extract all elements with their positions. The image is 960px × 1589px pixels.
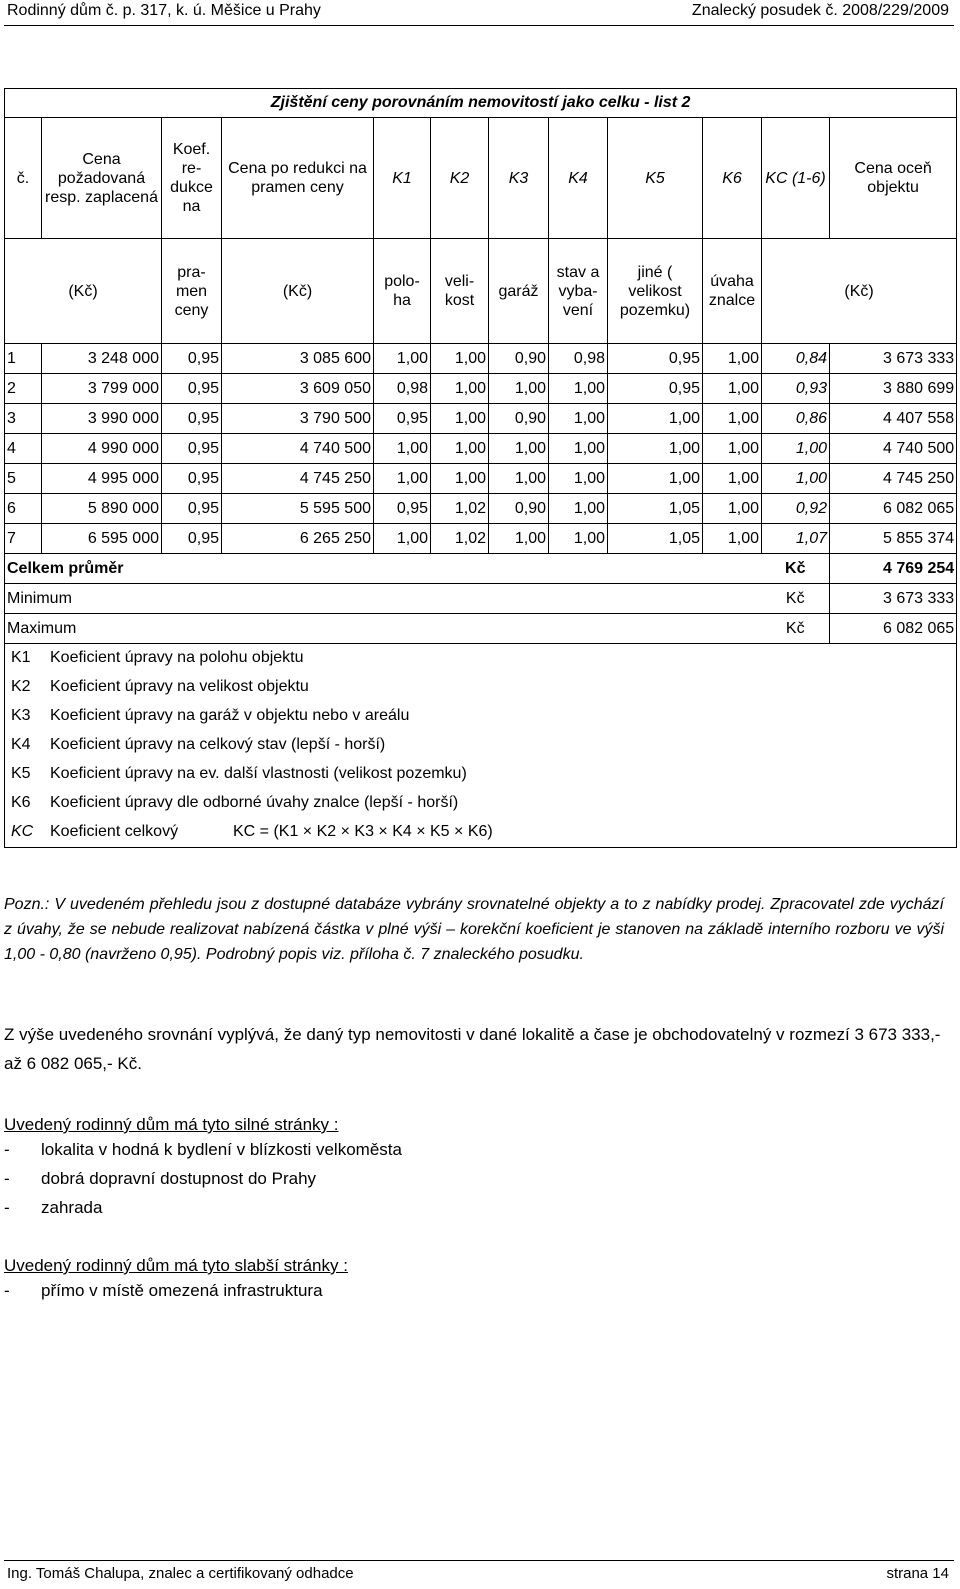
- table-cell: 1,00: [703, 374, 762, 404]
- table-cell: 0,95: [608, 374, 703, 404]
- unit-kc-1: (Kč): [5, 239, 162, 344]
- table-cell: 1,00: [431, 404, 489, 434]
- table-cell: 2: [5, 374, 42, 404]
- col-k3: K3: [489, 118, 549, 239]
- summary-row: [5, 584, 957, 614]
- legend-row: [5, 702, 957, 731]
- table-cell: 1,00: [549, 434, 608, 464]
- table-cell: 4 745 250: [830, 464, 957, 494]
- summary-label: Maximum: [5, 614, 762, 644]
- table-cell: 1,00: [374, 524, 431, 554]
- table-cell: 3 609 050: [222, 374, 374, 404]
- table-cell: 0,90: [489, 404, 549, 434]
- legend-key: K1: [11, 649, 31, 666]
- table-cell: 5: [5, 464, 42, 494]
- header-right: Znalecký posudek č. 2008/229/2009: [691, 2, 949, 19]
- legend-key: K2: [11, 678, 31, 695]
- table-cell: 1,05: [608, 494, 703, 524]
- table-cell: 1,00: [703, 434, 762, 464]
- table-cell: 1,00: [489, 524, 549, 554]
- table-cell: 0,95: [608, 344, 703, 374]
- table-cell: 1,00: [489, 374, 549, 404]
- col-reduced-price: Cena po redukci na pramen ceny: [222, 118, 374, 239]
- table-cell: 5 890 000: [42, 494, 162, 524]
- bullet-dash: -: [4, 1198, 10, 1217]
- summary-unit: Kč: [762, 584, 830, 614]
- legend-key: K4: [11, 736, 31, 753]
- table-cell: 1,02: [431, 524, 489, 554]
- table-cell: 1,00: [431, 344, 489, 374]
- col-kc: KC (1-6): [762, 118, 830, 239]
- table-row: [5, 464, 957, 494]
- col-k5: K5: [608, 118, 703, 239]
- table-cell: 5 855 374: [830, 524, 957, 554]
- legend-text: Koeficient úpravy na ev. další vlastnosti (velikost pozemku): [50, 765, 467, 782]
- unit-kc-2: (Kč): [222, 239, 374, 344]
- table-cell: 4 407 558: [830, 404, 957, 434]
- page-header: [0, 0, 960, 26]
- bullet-dash: -: [4, 1140, 10, 1159]
- weaknesses-heading: Uvedený rodinný dům má tyto slabší stránky :: [4, 1256, 348, 1275]
- table-cell: 4: [5, 434, 42, 464]
- table-row: [5, 494, 957, 524]
- table-cell: 1,00: [608, 464, 703, 494]
- col-k1: K1: [374, 118, 431, 239]
- table-cell: 4 740 500: [830, 434, 957, 464]
- table-cell: 1,00: [374, 434, 431, 464]
- table-cell: 0,95: [162, 524, 222, 554]
- list-item-text: přímo v místě omezená infrastruktura: [41, 1281, 323, 1300]
- legend-row: [5, 644, 957, 674]
- table-cell: 1,00: [549, 494, 608, 524]
- table-cell: 1,00: [374, 344, 431, 374]
- footer-rule: [4, 1560, 954, 1561]
- header-rule: [4, 25, 954, 26]
- table-cell: 4 995 000: [42, 464, 162, 494]
- table-cell: 7: [5, 524, 42, 554]
- table-row: [5, 404, 957, 434]
- legend-row: [5, 731, 957, 760]
- table-cell: 4 990 000: [42, 434, 162, 464]
- valuation-table: [4, 88, 957, 848]
- legend-text: Koeficient úpravy na celkový stav (lepší - horší): [50, 736, 386, 753]
- table-cell: 1,00: [762, 434, 830, 464]
- table-cell: 0,90: [489, 494, 549, 524]
- legend-text: Koeficient celkový: [50, 823, 179, 840]
- unit-source: pra- men ceny: [162, 239, 222, 344]
- legend-row: [5, 673, 957, 702]
- table-cell: 3 085 600: [222, 344, 374, 374]
- unit-condition: stav a vyba- vení: [549, 239, 608, 344]
- legend-key: K6: [11, 794, 31, 811]
- table-cell: 0,90: [489, 344, 549, 374]
- summary-unit: Kč: [762, 554, 830, 584]
- col-k2: K2: [431, 118, 489, 239]
- list-item-text: zahrada: [41, 1198, 103, 1217]
- table-cell: 1,00: [549, 374, 608, 404]
- table-cell: 1: [5, 344, 42, 374]
- legend-text: Koeficient úpravy na garáž v objektu nebo v areálu: [50, 707, 410, 724]
- table-cell: 0,86: [762, 404, 830, 434]
- table-title: Zjištění ceny porovnáním nemovitostí jako celku - list 2: [5, 89, 957, 118]
- table-cell: 0,98: [549, 344, 608, 374]
- footer-left: Ing. Tomáš Chalupa, znalec a certifikovaný odhadce: [7, 1565, 354, 1582]
- list-item-text: lokalita v hodná k bydlení v blízkosti velkoměsta: [41, 1140, 402, 1159]
- header-left: Rodinný dům č. p. 317, k. ú. Měšice u Prahy: [7, 2, 321, 19]
- bullet-dash: -: [4, 1281, 10, 1300]
- table-cell: 0,92: [762, 494, 830, 524]
- table-cell: 0,98: [374, 374, 431, 404]
- table-cell: 0,95: [374, 404, 431, 434]
- table-cell: 6 265 250: [222, 524, 374, 554]
- table-cell: 3 990 000: [42, 404, 162, 434]
- table-row: [5, 374, 957, 404]
- table-cell: 0,95: [162, 434, 222, 464]
- unit-garage: garáž: [489, 239, 549, 344]
- unit-location: polo- ha: [374, 239, 431, 344]
- table-cell: 0,95: [162, 344, 222, 374]
- table-cell: 1,00: [703, 344, 762, 374]
- legend-text: Koeficient úpravy dle odborné úvahy znalce (lepší - horší): [50, 794, 459, 811]
- table-cell: 1,00: [374, 464, 431, 494]
- unit-size: veli- kost: [431, 239, 489, 344]
- table-cell: 0,95: [162, 464, 222, 494]
- summary-label: Celkem průměr: [5, 554, 762, 584]
- table-cell: 0,95: [374, 494, 431, 524]
- table-cell: 1,00: [703, 524, 762, 554]
- col-k6: K6: [703, 118, 762, 239]
- table-cell: 1,00: [549, 404, 608, 434]
- table-cell: 1,00: [549, 524, 608, 554]
- col-k4: K4: [549, 118, 608, 239]
- footer-right: strana 14: [886, 1565, 949, 1582]
- table-cell: 1,00: [703, 404, 762, 434]
- legend-text: Koeficient úpravy na velikost objektu: [50, 678, 309, 695]
- table-cell: 1,00: [762, 464, 830, 494]
- header-row-1: [5, 118, 957, 239]
- table-cell: 1,00: [703, 494, 762, 524]
- col-number: č.: [5, 118, 42, 239]
- table-cell: 4 740 500: [222, 434, 374, 464]
- table-cell: 1,00: [489, 434, 549, 464]
- table-cell: 0,93: [762, 374, 830, 404]
- legend-key: K5: [11, 765, 31, 782]
- table-cell: 1,07: [762, 524, 830, 554]
- legend-text: Koeficient úpravy na polohu objektu: [50, 649, 304, 666]
- list-item-text: dobrá dopravní dostupnost do Prahy: [41, 1169, 317, 1188]
- note-paragraph: Pozn.: V uvedeném přehledu jsou z dostupné databáze vybrány srovnatelné objekty a to z nabídky prodej. Zpracovatel zde vychází z úvahy, že se nebude realizovat nabízená částka v plné výši – korekční koeficient je stanoven na základě interního rozboru ve výši 1,00 - 0,80 (navrženo 0,95). Podrobný popis viz. příloha č. 7 znaleckého posudku.: [4, 896, 944, 963]
- table-cell: 3 673 333: [830, 344, 957, 374]
- summary-label: Minimum: [5, 584, 762, 614]
- table-cell: 6 595 000: [42, 524, 162, 554]
- table-cell: 3 248 000: [42, 344, 162, 374]
- legend-row: [5, 760, 957, 789]
- unit-other: jiné ( velikost pozemku): [608, 239, 703, 344]
- table-cell: 4 745 250: [222, 464, 374, 494]
- legend-row: [5, 818, 957, 848]
- unit-expert: úvaha znalce: [703, 239, 762, 344]
- table-cell: 1,00: [431, 374, 489, 404]
- summary-row: [5, 554, 957, 584]
- table-row: [5, 434, 957, 464]
- legend-key: K3: [11, 707, 31, 724]
- table-cell: 1,00: [549, 464, 608, 494]
- legend-row: [5, 789, 957, 818]
- table-cell: 0,84: [762, 344, 830, 374]
- table-cell: 1,00: [608, 404, 703, 434]
- col-valued-price: Cena oceň objektu: [830, 118, 957, 239]
- bullet-dash: -: [4, 1169, 10, 1188]
- table-cell: 1,00: [703, 464, 762, 494]
- table-cell: 3 799 000: [42, 374, 162, 404]
- table-cell: 0,95: [162, 404, 222, 434]
- strengths-heading: Uvedený rodinný dům má tyto silné stránky :: [4, 1115, 339, 1134]
- table-cell: 3: [5, 404, 42, 434]
- table-cell: 1,05: [608, 524, 703, 554]
- table-cell: 1,00: [489, 464, 549, 494]
- table-cell: 5 595 500: [222, 494, 374, 524]
- unit-kc-3: (Kč): [762, 239, 957, 344]
- table-row: [5, 524, 957, 554]
- summary-value: 3 673 333: [830, 584, 957, 614]
- col-asking-price: Cena požadovaná resp. zaplacená: [42, 118, 162, 239]
- summary-unit: Kč: [762, 614, 830, 644]
- legend-formula: KC = (K1 × K2 × K3 × K4 × K5 × K6): [233, 823, 493, 840]
- conclusion-paragraph: Z výše uvedeného srovnání vyplývá, že daný typ nemovitosti v dané lokalitě a čase je obchodovatelný v rozmezí 3 673 333,- až 6 082 065,- Kč.: [4, 1025, 941, 1073]
- table-cell: 0,95: [162, 374, 222, 404]
- summary-value: 6 082 065: [830, 614, 957, 644]
- table-cell: 6: [5, 494, 42, 524]
- table-row: [5, 344, 957, 374]
- table-cell: 0,95: [162, 494, 222, 524]
- col-reduction-coef: Koef. re- dukce na: [162, 118, 222, 239]
- table-cell: 3 790 500: [222, 404, 374, 434]
- table-cell: 1,00: [608, 434, 703, 464]
- summary-value: 4 769 254: [830, 554, 957, 584]
- table-cell: 6 082 065: [830, 494, 957, 524]
- summary-row: [5, 614, 957, 644]
- header-row-2: [5, 239, 957, 344]
- legend-key: KC: [11, 823, 34, 840]
- table-cell: 3 880 699: [830, 374, 957, 404]
- table-cell: 1,02: [431, 494, 489, 524]
- table-cell: 1,00: [431, 434, 489, 464]
- table-cell: 1,00: [431, 464, 489, 494]
